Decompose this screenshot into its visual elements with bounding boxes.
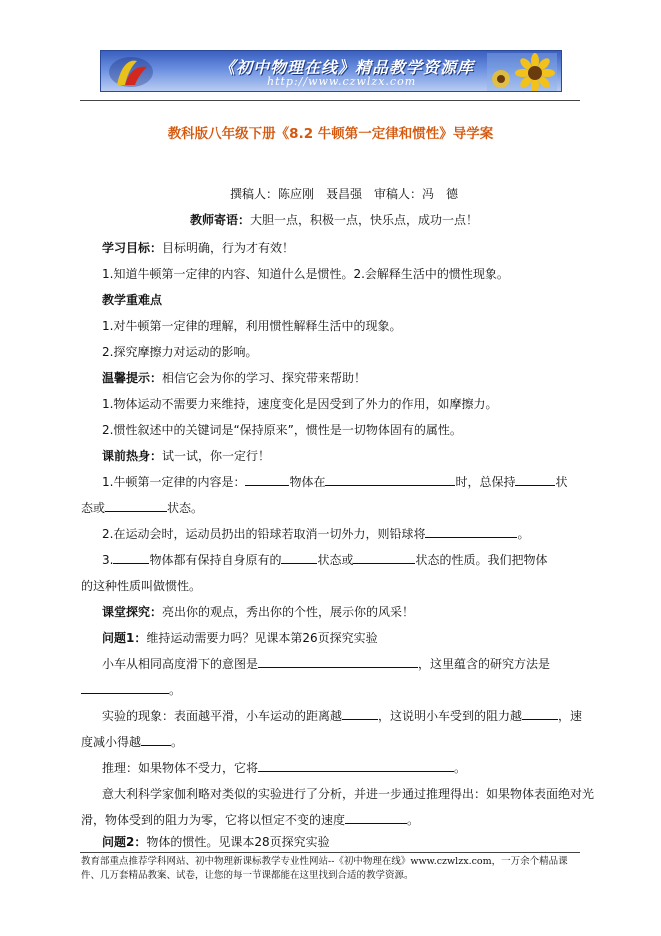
- class-label: 课堂探究：: [102, 605, 163, 619]
- q-text: 1.牛顿第一定律的内容是：: [102, 475, 246, 489]
- q1-line-5: [102, 760, 466, 776]
- teacher-message: [190, 212, 478, 228]
- answer-blank[interactable]: [325, 474, 455, 486]
- tip-item-1: 1.物体运动不需要力来维持，速度变化是因受到了外力的作用，如摩擦力。: [102, 397, 498, 411]
- site-logo-icon: [107, 55, 155, 89]
- warmup-question-1-cont: [81, 500, 203, 516]
- warmup: [102, 448, 270, 464]
- header-banner: [100, 50, 562, 92]
- q2-label: 问题2：: [102, 835, 147, 849]
- q-text: 物体都有保持自身原有的: [149, 553, 282, 567]
- answer-blank[interactable]: [258, 760, 454, 772]
- teacher-label: 教师寄语：: [190, 213, 251, 227]
- classroom-inquiry: [102, 604, 414, 620]
- learning-goal: [102, 240, 294, 256]
- answer-blank[interactable]: [353, 552, 415, 564]
- q-text: 滑，物体受到的阻力为零，它将以恒定不变的速度: [81, 813, 346, 827]
- q-text: 小车从相同高度滑下的意图是: [102, 657, 259, 671]
- warmup-text: 试一试，你一定行！: [162, 449, 271, 463]
- tip-item-2: 2.惯性叙述中的关键词是“保持原来”，惯性是一切物体固有的属性。: [102, 423, 462, 437]
- q-text: 度减小得越: [81, 735, 142, 749]
- goal-text: 目标明确，行为才有效！: [162, 241, 295, 255]
- warmup-question-3-cont: 的这种性质叫做惯性。: [81, 579, 202, 593]
- answer-blank[interactable]: [281, 552, 317, 564]
- answer-blank[interactable]: [342, 708, 378, 720]
- q1-text: 维持运动需要力吗？见课本第26页探究实验: [146, 631, 378, 645]
- answer-blank[interactable]: [113, 552, 149, 564]
- q1-line-1: [102, 656, 550, 672]
- q-text: 态或: [81, 501, 106, 515]
- banner-title: 《初中物理在线》精品教学资源库: [219, 58, 475, 77]
- warmup-label: 课前热身：: [102, 449, 163, 463]
- q-text: 时，总保持: [455, 475, 516, 489]
- class-text: 亮出你的观点，秀出你的个性，展示你的风采！: [162, 605, 415, 619]
- q1-line-2: [81, 682, 181, 698]
- goal-item-1: 1.知道牛顿第一定律的内容、知道什么是惯性。2.会解释生活中的惯性现象。: [102, 267, 509, 281]
- answer-blank[interactable]: [345, 812, 407, 824]
- q1-line-3: [102, 708, 582, 724]
- banner-url[interactable]: http://www.czwlzx.com: [267, 75, 417, 88]
- answer-blank[interactable]: [522, 708, 558, 720]
- warmup-question-1: [102, 474, 568, 490]
- q-text: 。: [407, 813, 420, 827]
- answer-blank[interactable]: [258, 656, 418, 668]
- warmup-question-2: [102, 526, 529, 542]
- document-title: 教科版八年级下册《8.2 牛顿第一定律和惯性》导学案: [167, 126, 494, 142]
- question-2-heading: [102, 834, 330, 850]
- question-1-heading: [102, 630, 378, 646]
- key-points-heading: 教学重难点: [102, 293, 163, 307]
- q-text: 。: [517, 527, 530, 541]
- q-text: 。: [171, 735, 184, 749]
- warmup-question-3: [102, 552, 548, 568]
- tips: [102, 370, 366, 386]
- footer-line-2: 件、几万套精品教案、试卷，让您的每一节课都能在这里找到合适的教学资源。: [81, 870, 414, 881]
- q2-text: 物体的惯性。见课本28页探究实验: [146, 835, 330, 849]
- goal-label: 学习目标：: [102, 241, 163, 255]
- answer-blank[interactable]: [515, 474, 555, 486]
- q1-line-4: [81, 734, 183, 750]
- key-point-2: 2.探究摩擦力对运动的影响。: [102, 345, 258, 359]
- footer-line-1: 教育部重点推荐学科网站、初中物理新课标教学专业性网站--《初中物理在线》www.czwlzx.com，一万余个精品课: [81, 856, 568, 867]
- key-point-1: 1.对牛顿第一定律的理解，利用惯性解释生活中的现象。: [102, 319, 402, 333]
- q-text: ，速: [558, 709, 583, 723]
- q-text: 推理：如果物体不受力，它将: [102, 761, 259, 775]
- q-text: 实验的现象：表面越平滑，小车运动的距离越: [102, 709, 343, 723]
- q1-label: 问题1：: [102, 631, 147, 645]
- tip-label: 温馨提示：: [102, 371, 163, 385]
- q-text: 2.在运动会时，运动员扔出的铅球若取消一切外力，则铅球将: [102, 527, 426, 541]
- answer-blank[interactable]: [245, 474, 289, 486]
- q-text: 状: [555, 475, 568, 489]
- footer-rule: [80, 852, 580, 853]
- q-text: 。: [454, 761, 467, 775]
- q-text: ，这说明小车受到的阻力越: [378, 709, 523, 723]
- answer-blank[interactable]: [81, 682, 169, 694]
- sunflower-icon: [487, 53, 557, 91]
- q-text: 3.: [102, 553, 114, 567]
- q1-line-7: [81, 812, 419, 828]
- q-text: 状态。: [167, 501, 204, 515]
- answer-blank[interactable]: [425, 526, 517, 538]
- tip-text: 相信它会为你的学习、探究带来帮助！: [162, 371, 367, 385]
- q-text: 物体在: [289, 475, 326, 489]
- teacher-text: 大胆一点，积极一点，快乐点，成功一点！: [250, 213, 479, 227]
- q1-line-6: 意大利科学家伽利略对类似的实验进行了分析，并进一步通过推理得出：如果物体表面绝对光: [102, 787, 595, 801]
- authors: 撰稿人：陈应刚 聂昌强 审稿人：冯 德: [230, 187, 459, 201]
- answer-blank[interactable]: [105, 500, 167, 512]
- answer-blank[interactable]: [141, 734, 171, 746]
- q-text: 状态或: [317, 553, 354, 567]
- header-rule: [80, 100, 580, 101]
- page-footer: [81, 855, 581, 883]
- q-text: 状态的性质。我们把物体: [415, 553, 548, 567]
- q-text: 。: [169, 683, 182, 697]
- q-text: ，这里蕴含的研究方法是: [418, 657, 551, 671]
